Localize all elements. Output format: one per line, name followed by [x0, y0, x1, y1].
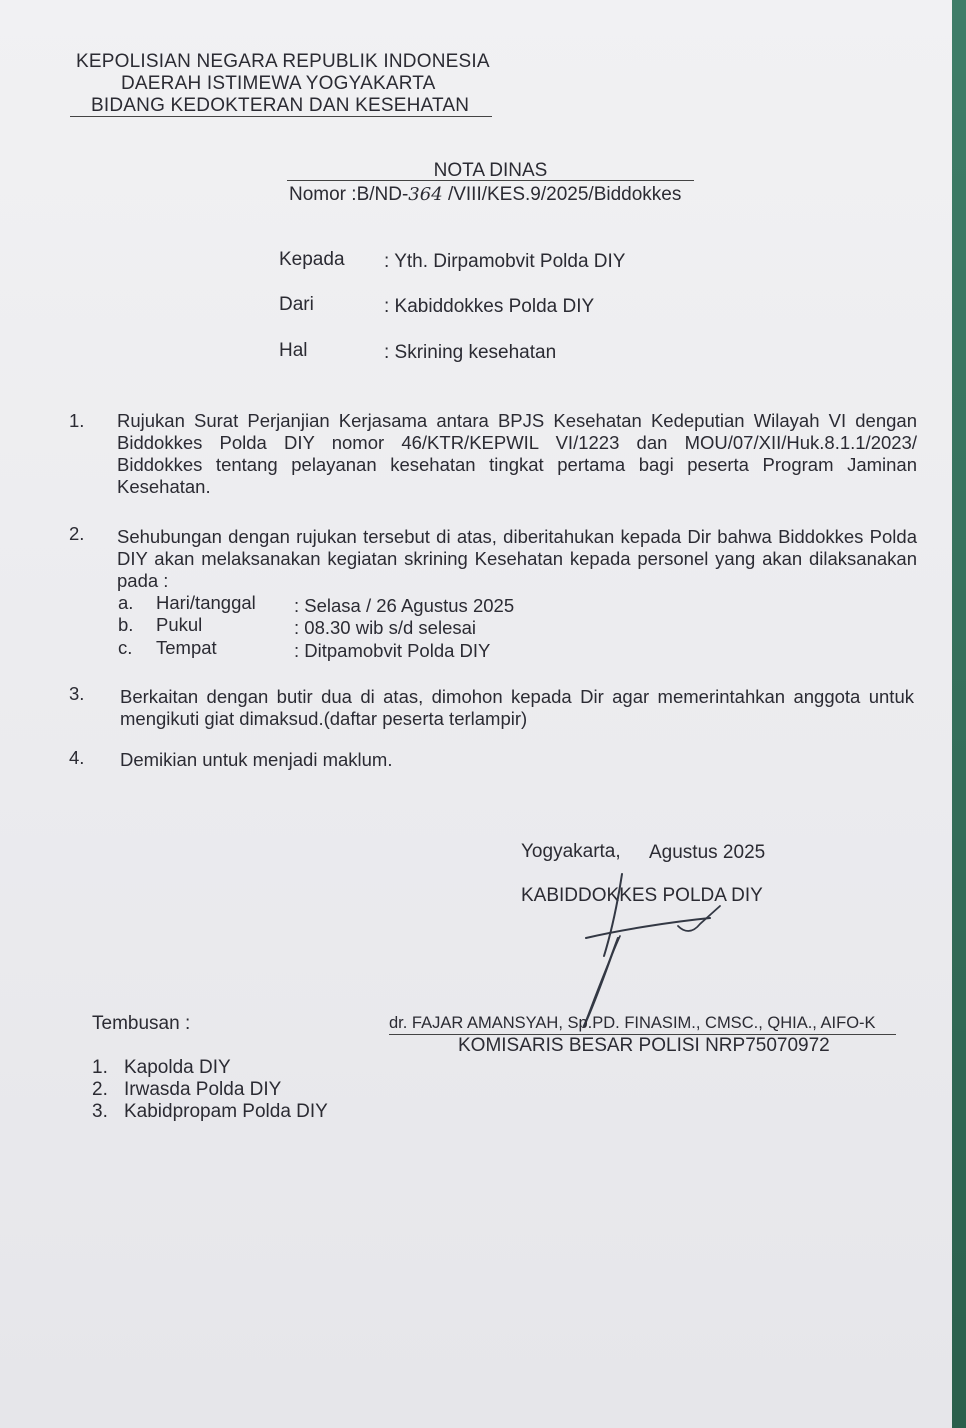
- title-underline: [287, 180, 694, 181]
- schedule-label-place: Tempat: [156, 637, 217, 658]
- meta-label-hal: Hal: [279, 340, 308, 361]
- signatory-name: dr. FAJAR AMANSYAH, Sp.PD. FINASIM., CMSC., QHIA., AIFO-K: [389, 1014, 876, 1032]
- schedule-value-place: : Ditpamobvit Polda DIY: [294, 640, 491, 661]
- schedule-letter-a: a.: [118, 592, 134, 613]
- letterhead-line-1: KEPOLISIAN NEGARA REPUBLIK INDONESIA: [76, 51, 490, 72]
- paragraph-3-number: 3.: [69, 683, 85, 704]
- tembusan-item-2: Irwasda Polda DIY: [124, 1079, 282, 1100]
- number-suffix: /VIII/KES.9/2025/Biddokkes: [447, 184, 682, 205]
- paragraph-3-text: Berkaitan dengan butir dua di atas, dimohon kepada Dir agar memerintahkan anggota untuk mengikuti giat dimaksud.(daftar peserta terlampir): [120, 686, 914, 729]
- tembusan-number-3: 3.: [92, 1101, 108, 1122]
- handwritten-signature: [560, 860, 760, 1030]
- background-edge: [952, 0, 966, 1428]
- schedule-letter-b: b.: [118, 614, 134, 635]
- signature-date: Agustus 2025: [649, 842, 766, 863]
- tembusan-label: Tembusan :: [92, 1013, 191, 1034]
- schedule-label-date: Hari/tanggal: [156, 592, 256, 613]
- tembusan-item-3: Kabidpropam Polda DIY: [124, 1101, 328, 1122]
- number-prefix: Nomor :B/ND-: [289, 184, 409, 205]
- meta-value-hal: : Skrining kesehatan: [384, 342, 557, 363]
- signatory-rank: KOMISARIS BESAR POLISI NRP75070972: [458, 1035, 830, 1056]
- tembusan-number-2: 2.: [92, 1079, 108, 1100]
- meta-label-kepada: Kepada: [279, 249, 345, 270]
- schedule-letter-c: c.: [118, 637, 133, 658]
- tembusan-item-1: Kapolda DIY: [124, 1057, 231, 1078]
- paragraph-1-text: Rujukan Surat Perjanjian Kerjasama antara BPJS Kesehatan Kedeputian Wilayah VI dengan Biddokkes Polda DIY nomor 46/KTR/KEPWIL VI/1223 dan MOU/07/XII/Huk.8.1.1/2023/ Biddokkes tentang pelayanan kesehatan tingkat pertama bagi peserta Program Jaminan Kesehatan.: [117, 410, 917, 497]
- meta-value-kepada: : Yth. Dirpamobvit Polda DIY: [384, 251, 626, 272]
- paragraph-2-text: Sehubungan dengan rujukan tersebut di atas, diberitahukan kepada Dir bahwa Biddokkes Polda DIY akan melaksanakan kegiatan skrining Kesehatan kepada personel yang akan dilaksanakan pada :: [117, 526, 917, 591]
- paragraph-4-number: 4.: [69, 747, 85, 768]
- meta-value-dari: : Kabiddokkes Polda DIY: [384, 296, 595, 317]
- paragraph-4-text: Demikian untuk menjadi maklum.: [120, 749, 393, 770]
- meta-label-dari: Dari: [279, 294, 314, 315]
- paragraph-2-number: 2.: [69, 523, 85, 544]
- schedule-label-time: Pukul: [156, 614, 203, 635]
- signature-place: Yogyakarta,: [521, 841, 621, 862]
- letterhead-underline: [70, 116, 492, 117]
- schedule-value-date: : Selasa / 26 Agustus 2025: [294, 595, 515, 616]
- letterhead-line-2: DAERAH ISTIMEWA YOGYAKARTA: [121, 73, 436, 94]
- letterhead-line-3: BIDANG KEDOKTERAN DAN KESEHATAN: [91, 95, 470, 116]
- number-handwritten: 364: [408, 184, 443, 205]
- schedule-value-time: : 08.30 wib s/d selesai: [294, 617, 477, 638]
- signature-office: KABIDDOKKES POLDA DIY: [521, 885, 763, 906]
- tembusan-number-1: 1.: [92, 1057, 108, 1078]
- paragraph-1-number: 1.: [69, 410, 85, 431]
- document-title: NOTA DINAS: [433, 160, 548, 181]
- document-number: [289, 184, 681, 206]
